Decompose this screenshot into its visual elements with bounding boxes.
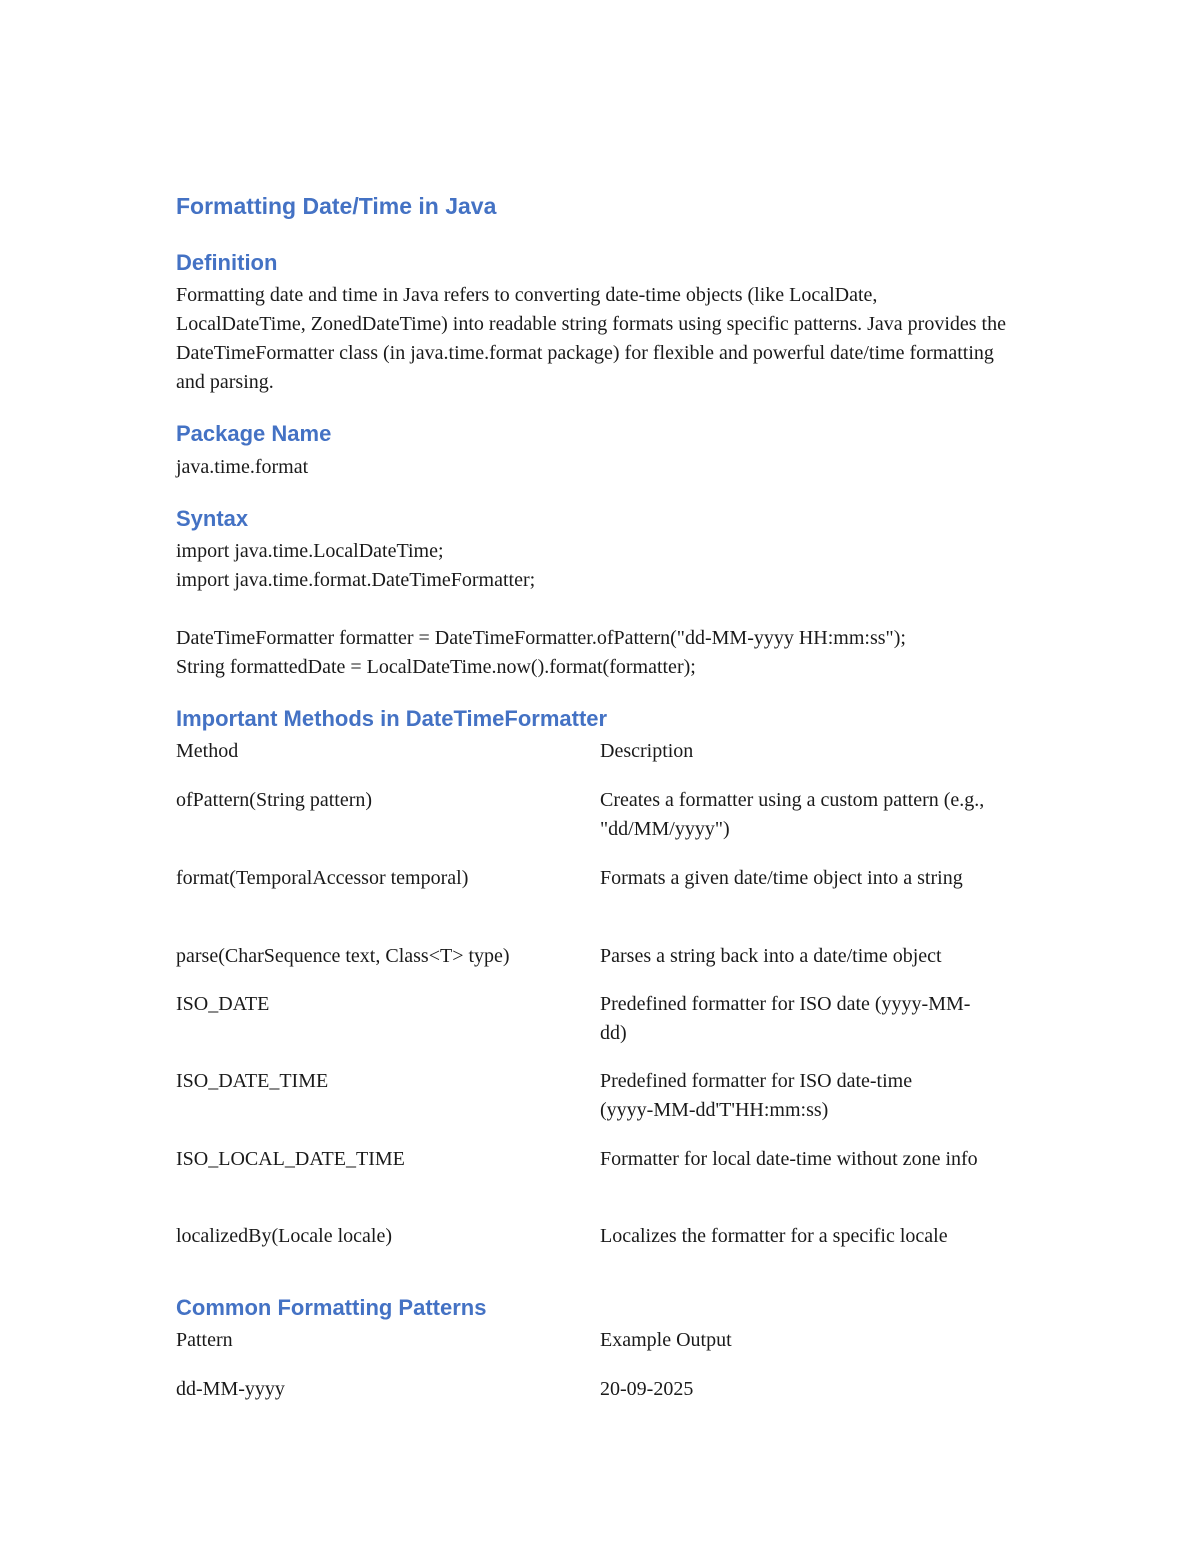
- definition-text: Formatting date and time in Java refers to converting date-time objects (like LocalDate, LocalDateTime, ZonedDateTime) into readable string formats using specific patterns. Java provides the DateTimeFormatter class (in java.time.format package) for flexible and powerful date/time formatting and parsing.: [176, 284, 1006, 393]
- method-cell: ISO_LOCAL_DATE_TIME: [176, 1148, 405, 1170]
- description-cell: Localizes the formatter for a specific locale: [600, 1225, 948, 1247]
- example-output-cell: 20-09-2025: [600, 1378, 694, 1400]
- description-cell: Creates a formatter using a custom pattern (e.g., "dd/MM/yyyy"): [600, 789, 985, 840]
- syntax-heading: Syntax: [176, 506, 249, 531]
- description-cell: Parses a string back into a date/time object: [600, 945, 942, 967]
- method-cell: ISO_DATE: [176, 993, 270, 1015]
- code-line: import java.time.LocalDateTime;: [176, 540, 444, 562]
- package-text: java.time.format: [176, 456, 309, 478]
- column-header: Method: [176, 740, 239, 762]
- description-cell: Predefined formatter for ISO date (yyyy-MM-dd): [600, 993, 971, 1044]
- code-line: DateTimeFormatter formatter = DateTimeFormatter.ofPattern("dd-MM-yyyy HH:mm:ss");: [176, 627, 906, 649]
- description-cell: Predefined formatter for ISO date-time (yyyy-MM-dd'T'HH:mm:ss): [600, 1070, 913, 1121]
- definition-heading: Definition: [176, 250, 278, 275]
- code-line: String formattedDate = LocalDateTime.now().format(formatter);: [176, 656, 696, 678]
- pattern-cell: dd-MM-yyyy: [176, 1378, 285, 1400]
- column-header: Pattern: [176, 1329, 233, 1351]
- patterns-heading: Common Formatting Patterns: [176, 1295, 487, 1320]
- method-cell: localizedBy(Locale locale): [176, 1225, 392, 1247]
- description-cell: Formatter for local date-time without zone info: [600, 1148, 978, 1170]
- syntax-code: [176, 537, 1016, 682]
- method-cell: ISO_DATE_TIME: [176, 1070, 329, 1092]
- methods-heading: Important Methods in DateTimeFormatter: [176, 706, 608, 731]
- method-cell: format(TemporalAccessor temporal): [176, 867, 469, 889]
- method-cell: parse(CharSequence text, Class<T> type): [176, 945, 510, 967]
- column-header: Example Output: [600, 1329, 732, 1351]
- code-line: import java.time.format.DateTimeFormatter;: [176, 569, 536, 591]
- package-heading: Package Name: [176, 421, 332, 446]
- method-cell: ofPattern(String pattern): [176, 789, 373, 811]
- code-blank-line: [176, 595, 1016, 624]
- column-header: Description: [600, 740, 694, 762]
- document-title: Formatting Date/Time in Java: [176, 193, 497, 219]
- description-cell: Formats a given date/time object into a string: [600, 867, 963, 889]
